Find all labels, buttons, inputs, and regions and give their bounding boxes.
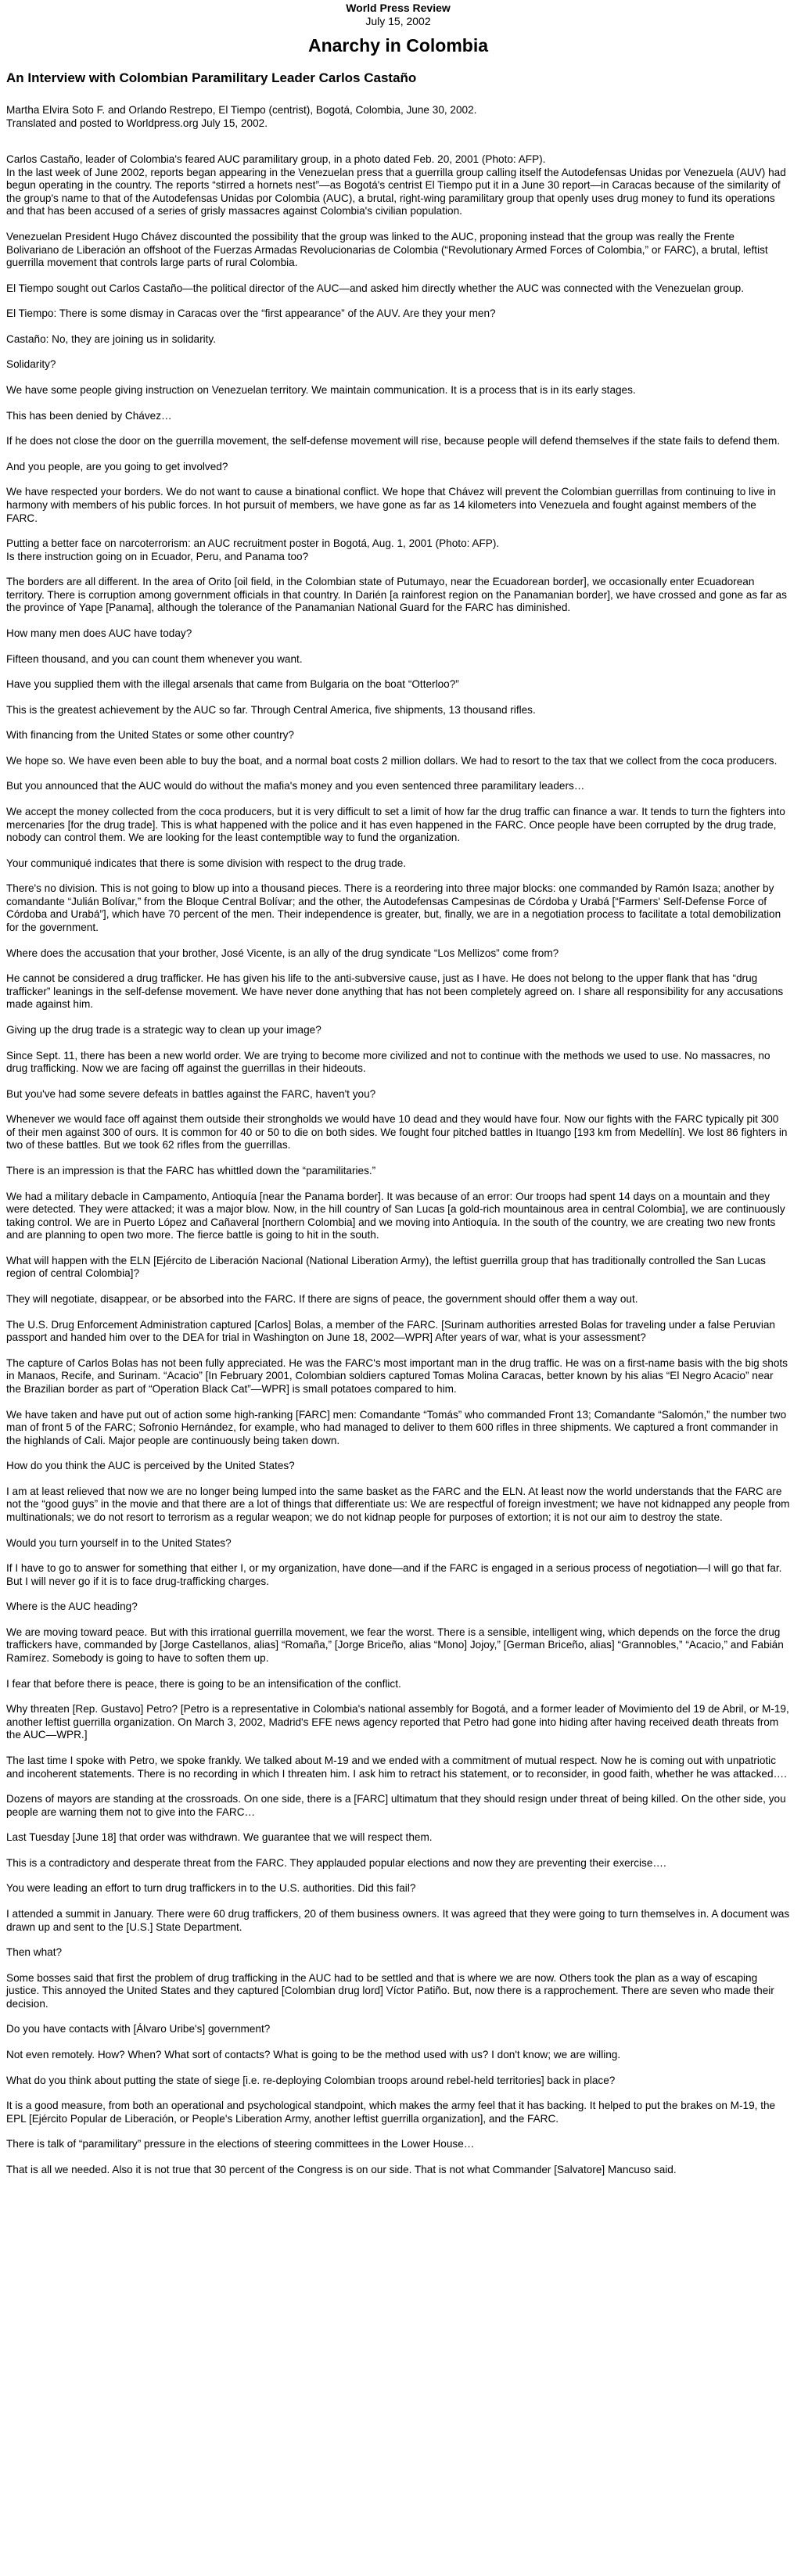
article-paragraph: We are moving toward peace. But with this irrational guerrilla movement, we fear the worst. There is a sensible, intelligent wing, which depends on the force the drug traffickers have, commanded by [Jorge Castellanos, alias] “Romaña,” [Jorge Briceño, alias “Mono] Jojoy,” [German Briceño, alias] “Grannobles,” “Acacio,” and Fabián Ramírez. Somebody is going to have to soften them up.	[6, 1626, 784, 1665]
byline-authors: Martha Elvira Soto F. and Orlando Restrepo, El Tiempo (centrist), Bogotá, Colombia, June 30, 2002.	[6, 103, 477, 116]
article-paragraph: I am at least relieved that now we are no longer being lumped into the same basket as the FARC and the ELN. At least now the world understands that the FARC are not the “good guys” in the movie and that there are a lot of things that differentiate us: We are respectful of foreign investment; we have not kidnapped any people from multinationals; we do not resort to terrorism as a regular weapon; we do not kidnap people for purposes of extortion; it is not our aim to destroy the state.	[6, 1485, 790, 1523]
article-paragraph: We accept the money collected from the coca producers, but it is very difficult to set a limit of how far the drug traffic can finance a war. It tends to turn the fighters into mercenaries [for the drug trade]. This is what happened with the police and it has even happened in the FARC. Once people have been corrupted by the drug trade, nobody can control them. We are looking for the least contemptible way to fund the organization.	[6, 806, 785, 844]
article-paragraph: Venezuelan President Hugo Chávez discounted the possibility that the group was linked to the AUC, proponing instead that the group was really the Frente Bolivariano de Liberación an offshoot of the Fuerzas Armadas Revolucionarias de Colombia (“Revolutionary Armed Forces of Colombia,” or FARC), a brutal, leftist guerrilla movement that controls large parts of rural Colombia.	[6, 230, 768, 269]
article-paragraph: Have you supplied them with the illegal arsenals that came from Bulgaria on the boat “Otterloo?”	[6, 678, 459, 691]
article-paragraph: How many men does AUC have today?	[6, 627, 192, 639]
article-paragraph: There is an impression is that the FARC has whittled down the “paramilitaries.”	[6, 1165, 376, 1177]
article-paragraph: There's no division. This is not going to blow up into a thousand pieces. There is a reordering into three major blocks: one commanded by Ramón Isaza; another by comandante “Julián Bolívar,” from the Bloque Central Bolívar; and the other, the Autodefensas Campesinas de Córdoba y Urabá [“Farmers' Self-Defense Force of Córdoba and Urabá”], which have 70 percent of the men. Their independence is greater, but, finally, we are in a negotiation process to facilitate a total demobilization for the government.	[6, 882, 781, 934]
article-paragraph: We hope so. We have even been able to buy the boat, and a normal boat costs 2 million dollars. We had to resort to the tax that we collect from the coca producers.	[6, 754, 778, 767]
article-paragraph: You were leading an effort to turn drug traffickers in to the U.S. authorities. Did this fail?	[6, 1882, 416, 1895]
article-paragraph: We had a military debacle in Campamento, Antioquía [near the Panama border]. It was because of an error: Our troops had spent 14 days on a mountain and they were detected. They were attacked; it was a major blow. Now, in the hill country of San Lucas [a gold-rich mountainous area in central Colombia], we are continuously taking control. We are in Puerto López and Cañaveral [northern Colombia] and we moving into Antioquía. In the south of the country, we are creating two new fronts and are planning to open two more. The fierce battle is going to hit in the south.	[6, 1190, 785, 1241]
article-paragraph: Last Tuesday [June 18] that order was withdrawn. We guarantee that we will respect them.	[6, 1831, 433, 1844]
article-paragraph: Since Sept. 11, there has been a new world order. We are trying to become more civilized and not to continue with the methods we used to use. No massacres, no drug trafficking. Now we are facing off against the guerrillas in their hideouts.	[6, 1049, 770, 1075]
article-paragraph: Giving up the drug trade is a strategic way to clean up your image?	[6, 1023, 321, 1036]
article-body-part-1	[6, 167, 790, 525]
article-paragraph: They will negotiate, disappear, or be absorbed into the FARC. If there are signs of peace, the government should offer them a way out.	[6, 1293, 638, 1306]
article-paragraph: I attended a summit in January. There were 60 drug traffickers, 20 of them business owners. It was agreed that they were going to turn themselves in. A document was drawn up and sent to the [U.S.] State Department.	[6, 1907, 790, 1933]
article-paragraph: Then what?	[6, 1946, 63, 1959]
article-paragraph: Would you turn yourself in to the United States?	[6, 1536, 232, 1549]
article-paragraph: If he does not close the door on the guerrilla movement, the self-defense movement will rise, because people will defend themselves if the state fails to defend them.	[6, 435, 781, 447]
article-paragraph: This has been denied by Chávez…	[6, 409, 172, 422]
article-paragraph: He cannot be considered a drug trafficker. He has given his life to the anti-subversive cause, just as I have. He does not belong to the upper flank that has “drug trafficker” leanings in the self-defense movement. We have never done anything that has not been completely agreed on. I share all responsibility for any accusations made against him.	[6, 972, 784, 1011]
article-paragraph: Why threaten [Rep. Gustavo] Petro? [Petro is a representative in Colombia's national assembly for Bogotá, and a former leader of Movimiento del 19 de Abril, or M-19, another leftist guerrilla organization. On March 3, 2002, Madrid's EFE news agency reported that Petro had gone into hiding after having received death threats from the AUC—WPR.]	[6, 1703, 789, 1741]
article-paragraph: Fifteen thousand, and you can count them whenever you want.	[6, 652, 303, 665]
article-paragraph: But you've had some severe defeats in battles against the FARC, haven't you?	[6, 1087, 376, 1100]
article-paragraph: Solidarity?	[6, 358, 56, 371]
photo-caption-poster: Putting a better face on narcoterrorism: an AUC recruitment poster in Bogotá, Aug. 1, 2001 (Photo: AFP).	[6, 537, 500, 550]
article-paragraph: How do you think the AUC is perceived by the United States?	[6, 1460, 295, 1472]
article-paragraph: We have some people giving instruction on Venezuelan territory. We maintain communication. It is a process that is in its early stages.	[6, 384, 636, 397]
caption-and-question	[6, 537, 790, 563]
article-paragraph: This is the greatest achievement by the AUC so far. Through Central America, five shipments, 13 thousand rifles.	[6, 703, 536, 716]
article-paragraph: Where is the AUC heading?	[6, 1601, 138, 1613]
article-paragraph: What do you think about putting the state of siege [i.e. re-deploying Colombian troops around rebel-held territories] back in place?	[6, 2074, 616, 2086]
article-paragraph: Dozens of mayors are standing at the crossroads. On one side, there is a [FARC] ultimatum that they should resign under threat of being killed. On the other side, you people are warning them not to give into the FARC…	[6, 1793, 786, 1818]
interview-question: Is there instruction going on in Ecuador, Peru, and Panama too?	[6, 550, 309, 562]
article-paragraph: Some bosses said that first the problem of drug trafficking in the AUC had to be settled and that is where we are now. Others took the plan as a way of escaping justice. This annoyed the United States and they captured [Colombian drug lord] Víctor Patiño. But, now there is a rapprochement. There are seven who made their decision.	[6, 1971, 774, 2010]
article-paragraph: We have taken and have put out of action some high-ranking [FARC] men: Comandante “Tomás” who commanded Front 13; Comandante “Salomón,” the number two man of front 5 of the FARC; Sofronio Hernández, for example, who had managed to deliver to them 600 rifles in three shipments. We captured a front commander in the highlands of Cali. Major people are continuously being taken down.	[6, 1408, 787, 1446]
article-paragraph: The capture of Carlos Bolas has not been fully appreciated. He was the FARC's most important man in the drug traffic. He was on a first-name basis with the big shots in Manaos, Recife, and Surinam. “Acacio” [In February 2001, Colombian soldiers captured Tomas Molina Caracas, better known by his alias “El Negro Acacio” near the Brazilian border as part of “Operation Black Cat”—WPR] is small potatoes compared to him.	[6, 1356, 788, 1395]
article-paragraph: It is a good measure, from both an operational and psychological standpoint, which makes the army feel that it has backing. It helped to put the brakes on M-19, the EPL [Ejército Popular de Liberación, or People's Liberation Army, another leftist guerrilla organization], and the FARC.	[6, 2100, 776, 2125]
article-title: Anarchy in Colombia	[307, 35, 489, 56]
article-paragraph: Your communiqué indicates that there is some division with respect to the drug trade.	[6, 857, 407, 869]
article-paragraph: Castaño: No, they are joining us in solidarity.	[6, 332, 216, 345]
byline-translation: Translated and posted to Worldpress.org July 15, 2002.	[6, 117, 268, 129]
article-paragraph: And you people, are you going to get involved?	[6, 460, 228, 472]
article-paragraph: The U.S. Drug Enforcement Administration captured [Carlos] Bolas, a member of the FARC. [Surinam authorities arrested Bolas for traveling under a false Peruvian passport and handed him over to the DEA for trial in Washington on June 18, 2002—WPR] After years of war, what is your assessment?	[6, 1318, 775, 1344]
article-subtitle: An Interview with Colombian Paramilitary Leader Carlos Castaño	[6, 70, 417, 86]
publication-date: July 15, 2002	[365, 15, 431, 28]
article-paragraph: Where does the accusation that your brother, José Vicente, is an ally of the drug syndicate “Los Mellizos” come from?	[6, 947, 559, 959]
article-paragraph: The borders are all different. In the area of Orito [oil field, in the Colombian state of Putumayo, near the Ecuadorean border], we occasionally enter Ecuadorean territory. There is corruption among government officials in that country. In Darién [a rainforest region on the Panamanian border], we have crossed and gone as far as the province of Yape [Panama], although the tolerance of the Panamanian National Guard for the FARC has diminished.	[6, 576, 787, 614]
article-paragraph: El Tiempo: There is some dismay in Caracas over the “first appearance” of the AUV. Are they your men?	[6, 307, 496, 320]
article-paragraph: This is a contradictory and desperate threat from the FARC. They applauded popular elections and now they are preventing their exercise….	[6, 1856, 666, 1869]
article-paragraph: I fear that before there is peace, there is going to be an intensification of the conflict.	[6, 1677, 401, 1690]
article-paragraph: If I have to go to answer for something that either I, or my organization, have done—and if the FARC is engaged in a serious process of negotiation—I will go that far. But I will never go if it is to face drug-trafficking charges.	[6, 1562, 782, 1587]
masthead	[6, 0, 790, 28]
article-paragraph: In the last week of June 2002, reports began appearing in the Venezuelan press that a guerrilla group calling itself the Autodefensas Unidas por Venezuela (AUV) had begun operating in the country. The reports “stirred a hornets nest”—as Bogotá's centrist El Tiempo put it in a June 30 report—in Caracas because of the similarity of the group's name to that of the Autodefensas Unidas por Colombia (AUC), a brutal, right-wing paramilitary group that openly uses drug money to fund its operations and that has been accused of a series of grisly massacres against Colombia's civilian population.	[6, 166, 786, 217]
article-paragraph: El Tiempo sought out Carlos Castaño—the political director of the AUC—and asked him directly whether the AUC was connected with the Venezuelan group.	[6, 282, 745, 294]
article-paragraph: What will happen with the ELN [Ejército de Liberación Nacional (National Liberation Army), the leftist guerrilla group that has traditionally controlled the San Lucas region of central Colombia]?	[6, 1254, 766, 1280]
article-paragraph: Not even remotely. How? When? What sort of contacts? What is going to be the method used with us? I don't know; we are willing.	[6, 2049, 621, 2061]
article-paragraph: Do you have contacts with [Álvaro Uribe's] government?	[6, 2023, 271, 2035]
article-paragraph: But you announced that the AUC would do without the mafia's money and you even sentenced three paramilitary leaders…	[6, 780, 585, 792]
article-paragraph: With financing from the United States or some other country?	[6, 729, 294, 742]
byline	[6, 104, 790, 130]
article-body-part-2	[6, 576, 790, 2176]
photo-caption-castano: Carlos Castaño, leader of Colombia's feared AUC paramilitary group, in a photo dated Feb. 20, 2001 (Photo: AFP).	[6, 153, 546, 166]
article-paragraph: Whenever we would face off against them outside their strongholds we would have 10 dead and they would have four. Now our fights with the FARC typically pit 300 of their men against 300 of ours. It is common for 40 or 50 to die on both sides. We fought four pitched battles in Ituango [193 km from Medellín]. We lost 86 fighters in two of these battles. But we took 62 rifles from the guerrillas.	[6, 1113, 788, 1151]
article-paragraph: There is talk of “paramilitary” pressure in the elections of steering committees in the Lower House…	[6, 2138, 475, 2150]
publication-name: World Press Review	[346, 2, 451, 14]
article-paragraph: That is all we needed. Also it is not true that 30 percent of the Congress is on our side. That is not what Commander [Salvatore] Mancuso said.	[6, 2163, 677, 2175]
article-paragraph: The last time I spoke with Petro, we spoke frankly. We talked about M-19 and we ended with a commitment of mutual respect. Now he is coming out with unpatriotic and incoherent statements. There is no recording in which I threaten him. I ask him to retract his statement, or to reconsider, in good faith, whether he was attacked….	[6, 1754, 787, 1780]
article-paragraph: We have respected your borders. We do not want to cause a binational conflict. We hope that Chávez will prevent the Colombian guerrillas from continuing to live in harmony with members of his public forces. In hot pursuit of members, we have gone as far as 14 kilometers into Venezuela and fought against members of the FARC.	[6, 486, 776, 524]
